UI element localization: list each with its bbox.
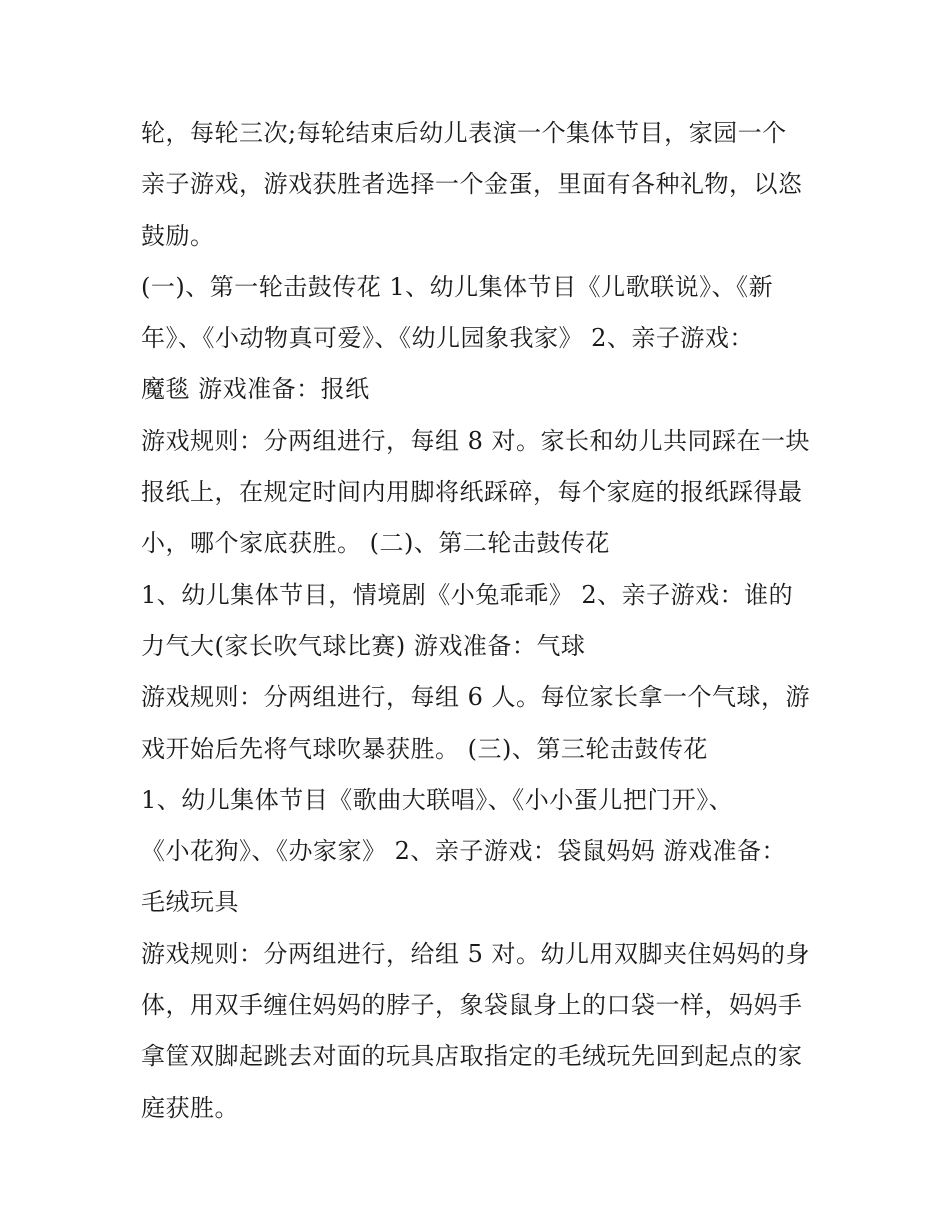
text-line: 体，用双手缠住妈妈的脖子，象袋鼠身上的口袋一样，妈妈手 [141, 991, 803, 1020]
text-line: 庭获胜。 [141, 1093, 239, 1122]
text-line: 1、幼儿集体节目，情境剧《小兔乖乖》 2、亲子游戏：谁的 [141, 580, 794, 609]
text-line: 鼓励。 [141, 221, 215, 250]
text-line: 魔毯 游戏准备：报纸 [141, 375, 370, 404]
text-line: (一)、第一轮击鼓传花 1、幼儿集体节目《儿歌联说》、《新 [141, 272, 774, 301]
text-line: 毛绒玩具 [141, 888, 239, 917]
body-text [141, 108, 821, 1134]
text-line: 1、幼儿集体节目《歌曲大联唱》、《小小蛋儿把门开》、 [141, 785, 734, 814]
text-line: 游戏规则：分两组进行，给组 5 对。幼儿用双脚夹住妈妈的身 [141, 939, 811, 968]
text-line: 拿筐双脚起跳去对面的玩具店取指定的毛绒玩先回到起点的家 [141, 1042, 803, 1071]
text-line: 游戏规则：分两组进行，每组 8 对。家长和幼儿共同踩在一块 [141, 426, 811, 455]
text-line: 游戏规则：分两组进行，每组 6 人。每位家长拿一个气球，游 [141, 683, 811, 712]
text-line: 戏开始后先将气球吹暴获胜。 (三)、第三轮击鼓传花 [141, 734, 708, 763]
text-line: 力气大(家长吹气球比赛) 游戏准备：气球 [141, 631, 586, 660]
text-line: 小，哪个家底获胜。 (二)、第二轮击鼓传花 [141, 529, 610, 558]
text-line: 《小花狗》、《办家家》 2、亲子游戏：袋鼠妈妈 游戏准备： [141, 837, 787, 866]
text-line: 报纸上，在规定时间内用脚将纸踩碎，每个家庭的报纸踩得最 [141, 478, 803, 507]
text-line: 年》、《小动物真可爱》、《幼儿园象我家》 2、亲子游戏： [141, 324, 754, 353]
text-line: 轮，每轮三次;每轮结束后幼儿表演一个集体节目，家园一个 [141, 119, 787, 147]
text-line: 亲子游戏，游戏获胜者选择一个金蛋，里面有各种礼物，以恣 [141, 170, 803, 199]
